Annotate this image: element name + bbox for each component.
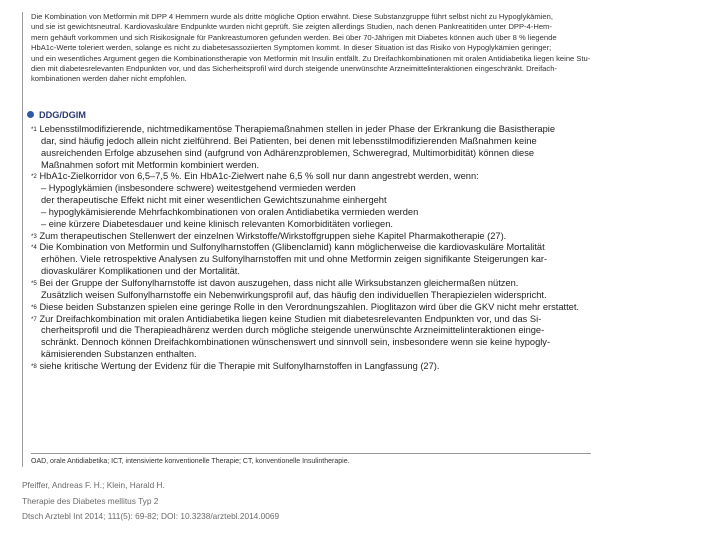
divider	[31, 453, 591, 454]
intro-line: Die Kombination von Metformin mit DPP 4 Hemmern wurde als dritte mögliche Option erwähnt. Diese Substanzgruppe führt selbst nicht zu Hypoglykämien,	[31, 12, 553, 21]
recommendation-text: – hypoglykämisierende Mehrfachkombinationen von oralen Antidiabetika vermieden werden	[41, 206, 419, 217]
recommendation-line	[31, 290, 593, 302]
recommendation-text: cherheitsprofil und die Therapieadhärenz werden durch mögliche steigende unerwünschte Arzneimittelinteraktionen einge-	[41, 325, 545, 336]
recommendation-line	[31, 278, 593, 290]
intro-line: dien mit diabetesrelevanten Endpunkten vor, und das Sicherheitsprofil wird durch steigende unerwünschte Arzneimittelinteraktionen eingeschränkt. Dreifach-	[31, 64, 557, 74]
recommendation-line	[31, 314, 593, 326]
recommendation-text: Zusätzlich weisen Sulfonylharnstoffe ein Nebenwirkungsprofil auf, das häufig den individuellen Therapiezielen widerspricht.	[41, 289, 547, 300]
recommendation-text: ausreichenden Erfolge abzusehen sind (aufgrund von Adhärenzproblemen, Schweregrad, Multimorbidität) können diese	[41, 147, 535, 158]
recommendation-line	[31, 219, 593, 231]
recommendation-text: Maßnahmen sofort mit Metformin kombiniert werden.	[41, 159, 260, 170]
footnote-marker: *7	[31, 315, 37, 323]
footnote-marker: *6	[31, 303, 37, 311]
section-title: DDG/DGIM	[39, 110, 86, 120]
left-rule	[22, 12, 23, 467]
recommendation-line	[31, 349, 593, 361]
recommendation-line	[31, 302, 593, 314]
recommendation-text: – Hypoglykämien (insbesondere schwere) weitestgehend vermieden werden	[41, 183, 356, 194]
footnote-marker: *3	[31, 232, 37, 240]
recommendation-line	[31, 136, 593, 148]
recommendation-line	[31, 231, 593, 243]
abbreviation-footnote	[31, 457, 350, 466]
bullet-dot-icon	[27, 111, 34, 118]
intro-line: und sie ist gewichtsneutral. Kardiovaskuläre Endpunkte wurden nicht geprüft. Sie zeigten allerdings Studien, nach denen Pankreatitiden unter DPP-4-Hem-	[31, 22, 552, 32]
recommendation-line	[31, 148, 593, 160]
recommendation-text: kämisierenden Substanzen enthalten.	[41, 349, 197, 360]
recommendation-text: – eine kürzere Diabetesdauer und keine klinisch relevanten Komorbiditäten vorliegen.	[41, 218, 393, 229]
recommendation-line	[31, 195, 593, 207]
citation-authors: Pfeiffer, Andreas F. H.; Klein, Harald H.	[22, 480, 165, 490]
recommendation-text: schränkt. Dennoch können Dreifachkombinationen wünschenswert und sinnvoll sein, insbesondere wenn sie keine hypogly-	[41, 337, 551, 348]
intro-paragraph	[31, 12, 591, 85]
footnote-text: OAD, orale Antidiabetika; ICT, intensivierte konventionelle Therapie; CT, konventionelle Insulintherapie.	[31, 458, 350, 465]
recommendation-text: siehe kritische Wertung der Evidenz für die Therapie mit Sulfonylharnstoffen in Langfassung (27).	[39, 360, 440, 371]
recommendation-text: erhöhen. Viele retrospektive Analysen zu Sulfonylharnstoffen mit und ohne Metformin zeigen signifikante Steigerungen kar-	[41, 254, 548, 265]
citation-source: Dtsch Arztebl Int 2014; 111(5): 69-82; DOI: 10.3238/arztebl.2014.0069	[22, 511, 280, 521]
recommendation-text: Zum therapeutischen Stellenwert der einzelnen Wirkstoffe/Wirkstoffgruppen siehe Kapitel Pharmakotherapie (27).	[39, 230, 507, 241]
footnote-marker: *4	[31, 244, 37, 252]
footnote-marker: *8	[31, 362, 37, 370]
recommendation-text: Lebensstilmodifizierende, nichtmedikamentöse Therapiemaßnahmen stellen in jeder Phase der Erkrankung die Basistherapie	[39, 124, 556, 134]
recommendation-text: der therapeutische Effekt nicht mit einer wesentlichen Gewichtszunahme einhergeht	[41, 195, 387, 206]
recommendation-text: Zur Dreifachkombination mit oralen Antidiabetika liegen keine Studien mit diabetesrelevanten Endpunkten vor, und das Si-	[39, 313, 542, 324]
intro-line: und ein wesentliches Argument gegen die Kombinationstherapie von Metformin mit Insulin entfällt. Zu Dreifachkombinationen mit oralen Antidiabetika liegen keine Stu-	[31, 53, 591, 63]
recommendation-text: Bei der Gruppe der Sulfonylharnstoffe ist davon auszugehen, dass nicht alle Wirksubstanzen gleichermaßen nützen.	[39, 277, 519, 288]
recommendation-line	[31, 266, 593, 278]
recommendation-text: HbA1c-Zielkorridor von 6,5–7,5 %. Ein HbA1c-Zielwert nahe 6,5 % soll nur dann angestrebt werden, wenn:	[39, 171, 479, 182]
citation-title: Therapie des Diabetes mellitus Typ 2	[22, 495, 159, 506]
recommendation-line	[31, 337, 593, 349]
recommendation-line	[31, 171, 593, 183]
recommendation-line	[31, 361, 593, 373]
recommendation-line	[31, 242, 593, 254]
section-heading	[27, 110, 86, 120]
intro-line: HbA1c-Werte toleriert werden, solange es nicht zu diabetesassoziierten Symptomen kommt. In dieser Situation ist das Risiko von Hypoglykämien geringer;	[31, 43, 552, 53]
recommendation-list	[31, 124, 593, 373]
recommendation-line	[31, 254, 593, 266]
intro-line: mern gehäuft vorkommen und sich Risikosignale für Pankreastumoren gefunden werden. Bei über 70-Jährigen mit Diabetes können auch über 8 % liegende	[31, 32, 557, 42]
recommendation-line	[31, 124, 593, 136]
recommendation-line	[31, 325, 593, 337]
footnote-marker: *5	[31, 279, 37, 287]
recommendation-text: Diese beiden Substanzen spielen eine geringe Rolle in den Verordnungszahlen. Pioglitazon wird über die GKV nicht mehr erstattet.	[39, 301, 580, 312]
recommendation-text: Die Kombination von Metformin und Sulfonylharnstoffen (Glibenclamid) kann möglicherweise die kardiovaskuläre Mortalität	[39, 242, 545, 253]
recommendation-line	[31, 183, 593, 195]
recommendation-line	[31, 207, 593, 219]
footnote-marker: *1	[31, 126, 37, 133]
intro-line: kombinationen werden daher nicht empfohlen.	[31, 74, 187, 84]
citation-block	[22, 478, 279, 525]
recommendation-line	[31, 160, 593, 172]
recommendation-text: diovaskulärer Komplikationen und der Mortalität.	[41, 266, 240, 277]
recommendation-text: dar, sind häufig jedoch allein nicht zielführend. Bei Patienten, bei denen mit lebensstilmodifizierenden Maßnahmen keine	[41, 135, 537, 146]
footnote-marker: *2	[31, 173, 37, 181]
